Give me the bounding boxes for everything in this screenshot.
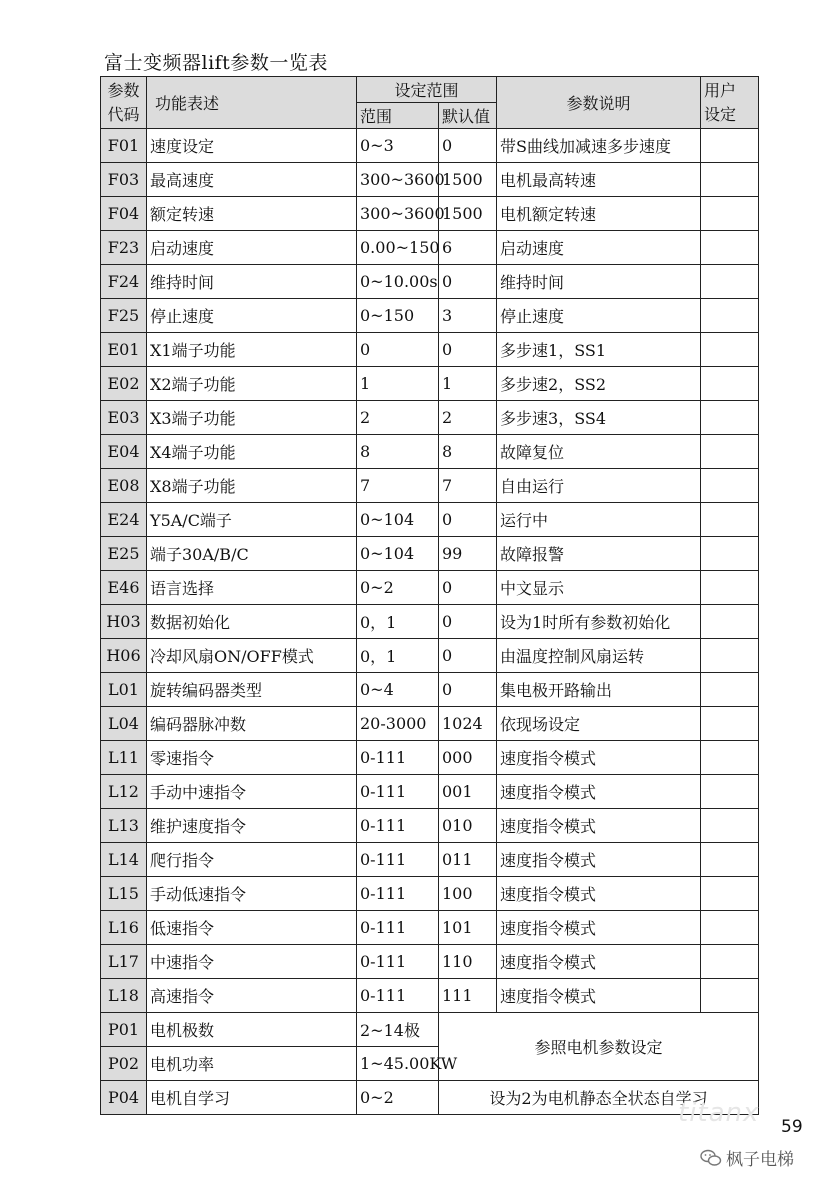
param-default: 1 (439, 367, 497, 401)
param-user-setting (701, 911, 759, 945)
param-code: L16 (101, 911, 147, 945)
table-row (101, 367, 759, 401)
table-row (101, 1013, 759, 1047)
param-code: H03 (101, 605, 147, 639)
param-function: 语言选择 (147, 571, 357, 605)
param-function: 启动速度 (147, 231, 357, 265)
table-row (101, 775, 759, 809)
param-function: 维持时间 (147, 265, 357, 299)
header-user-setting (701, 77, 759, 129)
param-user-setting (701, 401, 759, 435)
param-user-setting (701, 775, 759, 809)
brand-name: 枫子电梯 (726, 1150, 794, 1170)
param-function: 中速指令 (147, 945, 357, 979)
param-default: 0 (439, 605, 497, 639)
header-code-line2: 代码 (107, 104, 140, 124)
param-code: L17 (101, 945, 147, 979)
param-description: 速度指令模式 (497, 945, 701, 979)
param-function: Y5A/C端子 (147, 503, 357, 537)
param-code: F03 (101, 163, 147, 197)
param-function: X4端子功能 (147, 435, 357, 469)
param-user-setting (701, 231, 759, 265)
parameter-table (100, 76, 759, 1115)
param-description: 速度指令模式 (497, 809, 701, 843)
param-description: 依现场设定 (497, 707, 701, 741)
table-row (101, 163, 759, 197)
param-code: P01 (101, 1013, 147, 1047)
table-row (101, 231, 759, 265)
param-code: L04 (101, 707, 147, 741)
table-row (101, 401, 759, 435)
param-user-setting (701, 945, 759, 979)
param-user-setting (701, 979, 759, 1013)
param-range: 0~10.00s (357, 265, 439, 299)
table-row (101, 333, 759, 367)
param-code: L18 (101, 979, 147, 1013)
param-user-setting (701, 197, 759, 231)
header-range: 范围 (357, 103, 439, 129)
table-row (101, 707, 759, 741)
param-function: 最高速度 (147, 163, 357, 197)
param-range: 0，1 (357, 639, 439, 673)
param-code: H06 (101, 639, 147, 673)
param-function: 高速指令 (147, 979, 357, 1013)
table-row (101, 129, 759, 163)
param-user-setting (701, 503, 759, 537)
table-row (101, 1081, 759, 1115)
param-range: 0-111 (357, 809, 439, 843)
param-description: 多步速1，SS1 (497, 333, 701, 367)
header-user-line2: 设定 (704, 104, 737, 124)
param-range: 0-111 (357, 979, 439, 1013)
header-description: 参数说明 (497, 77, 701, 129)
param-function: X1端子功能 (147, 333, 357, 367)
param-description: 启动速度 (497, 231, 701, 265)
param-user-setting (701, 435, 759, 469)
param-description: 多步速2，SS2 (497, 367, 701, 401)
param-code: E02 (101, 367, 147, 401)
param-range: 8 (357, 435, 439, 469)
param-description: 故障复位 (497, 435, 701, 469)
param-default: 0 (439, 639, 497, 673)
param-default: 7 (439, 469, 497, 503)
param-range: 0~2 (357, 1081, 439, 1115)
param-range: 0~4 (357, 673, 439, 707)
header-function: 功能表述 (147, 77, 357, 129)
table-row (101, 877, 759, 911)
param-range: 0~150 (357, 299, 439, 333)
param-code: E01 (101, 333, 147, 367)
param-range: 0 (357, 333, 439, 367)
param-user-setting (701, 469, 759, 503)
param-default: 0 (439, 333, 497, 367)
param-default: 2 (439, 401, 497, 435)
param-default: 3 (439, 299, 497, 333)
param-code: E08 (101, 469, 147, 503)
param-description: 故障报警 (497, 537, 701, 571)
param-user-setting (701, 265, 759, 299)
param-code: F04 (101, 197, 147, 231)
param-function: 零速指令 (147, 741, 357, 775)
param-code: P04 (101, 1081, 147, 1115)
param-range: 1 (357, 367, 439, 401)
param-function: X8端子功能 (147, 469, 357, 503)
param-description: 集电极开路输出 (497, 673, 701, 707)
header-default: 默认值 (439, 103, 497, 129)
param-range: 300~3600 (357, 163, 439, 197)
param-description: 设为1时所有参数初始化 (497, 605, 701, 639)
param-user-setting (701, 707, 759, 741)
table-row (101, 809, 759, 843)
param-function: 低速指令 (147, 911, 357, 945)
param-description: 停止速度 (497, 299, 701, 333)
table-row (101, 979, 759, 1013)
param-code: E25 (101, 537, 147, 571)
param-user-setting (701, 741, 759, 775)
param-user-setting (701, 299, 759, 333)
param-range: 0~104 (357, 537, 439, 571)
table-row (101, 673, 759, 707)
param-range: 7 (357, 469, 439, 503)
brand-signature (700, 1145, 794, 1170)
table-row (101, 503, 759, 537)
param-function: 速度设定 (147, 129, 357, 163)
table-row (101, 571, 759, 605)
param-user-setting (701, 571, 759, 605)
param-function: 维护速度指令 (147, 809, 357, 843)
header-param-code (101, 77, 147, 129)
param-default: 011 (439, 843, 497, 877)
param-function: 手动低速指令 (147, 877, 357, 911)
param-range: 300~3600 (357, 197, 439, 231)
table-row (101, 945, 759, 979)
param-description: 维持时间 (497, 265, 701, 299)
param-code: E03 (101, 401, 147, 435)
param-default: 001 (439, 775, 497, 809)
param-range: 2~14极 (357, 1013, 439, 1047)
table-row (101, 741, 759, 775)
param-description: 电机额定转速 (497, 197, 701, 231)
table-row (101, 605, 759, 639)
param-description: 速度指令模式 (497, 741, 701, 775)
param-description: 自由运行 (497, 469, 701, 503)
param-range: 0-111 (357, 775, 439, 809)
param-default: 010 (439, 809, 497, 843)
table-row (101, 265, 759, 299)
param-function: 爬行指令 (147, 843, 357, 877)
param-default: 0 (439, 571, 497, 605)
param-function: X3端子功能 (147, 401, 357, 435)
param-user-setting (701, 809, 759, 843)
param-user-setting (701, 877, 759, 911)
param-function: 停止速度 (147, 299, 357, 333)
param-range: 0-111 (357, 945, 439, 979)
param-code: L12 (101, 775, 147, 809)
param-function: 电机功率 (147, 1047, 357, 1081)
param-user-setting (701, 673, 759, 707)
param-range: 0~2 (357, 571, 439, 605)
param-code: L11 (101, 741, 147, 775)
param-default: 8 (439, 435, 497, 469)
param-default: 101 (439, 911, 497, 945)
param-range: 0-111 (357, 911, 439, 945)
param-user-setting (701, 129, 759, 163)
param-user-setting (701, 163, 759, 197)
param-default: 100 (439, 877, 497, 911)
param-description: 中文显示 (497, 571, 701, 605)
param-function: 电机极数 (147, 1013, 357, 1047)
param-default: 6 (439, 231, 497, 265)
param-range: 0-111 (357, 843, 439, 877)
param-description: 速度指令模式 (497, 911, 701, 945)
table-row (101, 469, 759, 503)
param-default: 1024 (439, 707, 497, 741)
param-function: X2端子功能 (147, 367, 357, 401)
page-title: 富士变频器lift参数一览表 (104, 52, 328, 74)
param-function: 电机自学习 (147, 1081, 357, 1115)
param-default: 0 (439, 129, 497, 163)
header-user-line1: 用户 (704, 80, 737, 100)
motor-merged-note: 参照电机参数设定 (439, 1013, 759, 1081)
param-range: 0-111 (357, 741, 439, 775)
param-user-setting (701, 333, 759, 367)
param-code: F23 (101, 231, 147, 265)
param-code: L13 (101, 809, 147, 843)
param-range: 2 (357, 401, 439, 435)
param-code: E24 (101, 503, 147, 537)
param-description: 带S曲线加减速多步速度 (497, 129, 701, 163)
param-description: 速度指令模式 (497, 843, 701, 877)
param-user-setting (701, 639, 759, 673)
param-default: 99 (439, 537, 497, 571)
param-range: 0-111 (357, 877, 439, 911)
param-default: 110 (439, 945, 497, 979)
param-description: 速度指令模式 (497, 775, 701, 809)
header-code-line1: 参数 (107, 80, 140, 100)
param-description: 电机最高转速 (497, 163, 701, 197)
table-row (101, 197, 759, 231)
param-range: 0~3 (357, 129, 439, 163)
wechat-icon (700, 1149, 722, 1167)
param-function: 冷却风扇ON/OFF模式 (147, 639, 357, 673)
param-code: L14 (101, 843, 147, 877)
param-description: 运行中 (497, 503, 701, 537)
table-row (101, 537, 759, 571)
param-code: L01 (101, 673, 147, 707)
watermark-logo: titanx (678, 1098, 760, 1128)
table-row (101, 435, 759, 469)
param-default: 1500 (439, 163, 497, 197)
param-function: 编码器脉冲数 (147, 707, 357, 741)
param-function: 数据初始化 (147, 605, 357, 639)
param-default: 0 (439, 673, 497, 707)
param-description: 多步速3，SS4 (497, 401, 701, 435)
param-code: F25 (101, 299, 147, 333)
param-user-setting (701, 843, 759, 877)
table-body (101, 129, 759, 1115)
param-function: 手动中速指令 (147, 775, 357, 809)
param-range: 0，1 (357, 605, 439, 639)
param-default: 0 (439, 265, 497, 299)
param-range: 1~45.00KW (357, 1047, 439, 1081)
table-row (101, 299, 759, 333)
param-code: F24 (101, 265, 147, 299)
param-range: 0.00~150 (357, 231, 439, 265)
param-user-setting (701, 605, 759, 639)
param-function: 额定转速 (147, 197, 357, 231)
autotune-note: 设为2为电机静态全状态自学习 (439, 1081, 759, 1115)
param-code: P02 (101, 1047, 147, 1081)
table-row (101, 639, 759, 673)
header-range-group: 设定范围 (357, 77, 497, 103)
param-range: 0~104 (357, 503, 439, 537)
param-default: 1500 (439, 197, 497, 231)
param-function: 旋转编码器类型 (147, 673, 357, 707)
param-user-setting (701, 537, 759, 571)
param-default: 0 (439, 503, 497, 537)
param-default: 111 (439, 979, 497, 1013)
param-code: E04 (101, 435, 147, 469)
table-row (101, 911, 759, 945)
param-description: 由温度控制风扇运转 (497, 639, 701, 673)
param-code: E46 (101, 571, 147, 605)
param-code: L15 (101, 877, 147, 911)
param-user-setting (701, 367, 759, 401)
param-range: 20-3000 (357, 707, 439, 741)
param-default: 000 (439, 741, 497, 775)
param-description: 速度指令模式 (497, 877, 701, 911)
param-function: 端子30A/B/C (147, 537, 357, 571)
table-row (101, 843, 759, 877)
param-code: F01 (101, 129, 147, 163)
page-number: 59 (781, 1117, 803, 1137)
param-description: 速度指令模式 (497, 979, 701, 1013)
